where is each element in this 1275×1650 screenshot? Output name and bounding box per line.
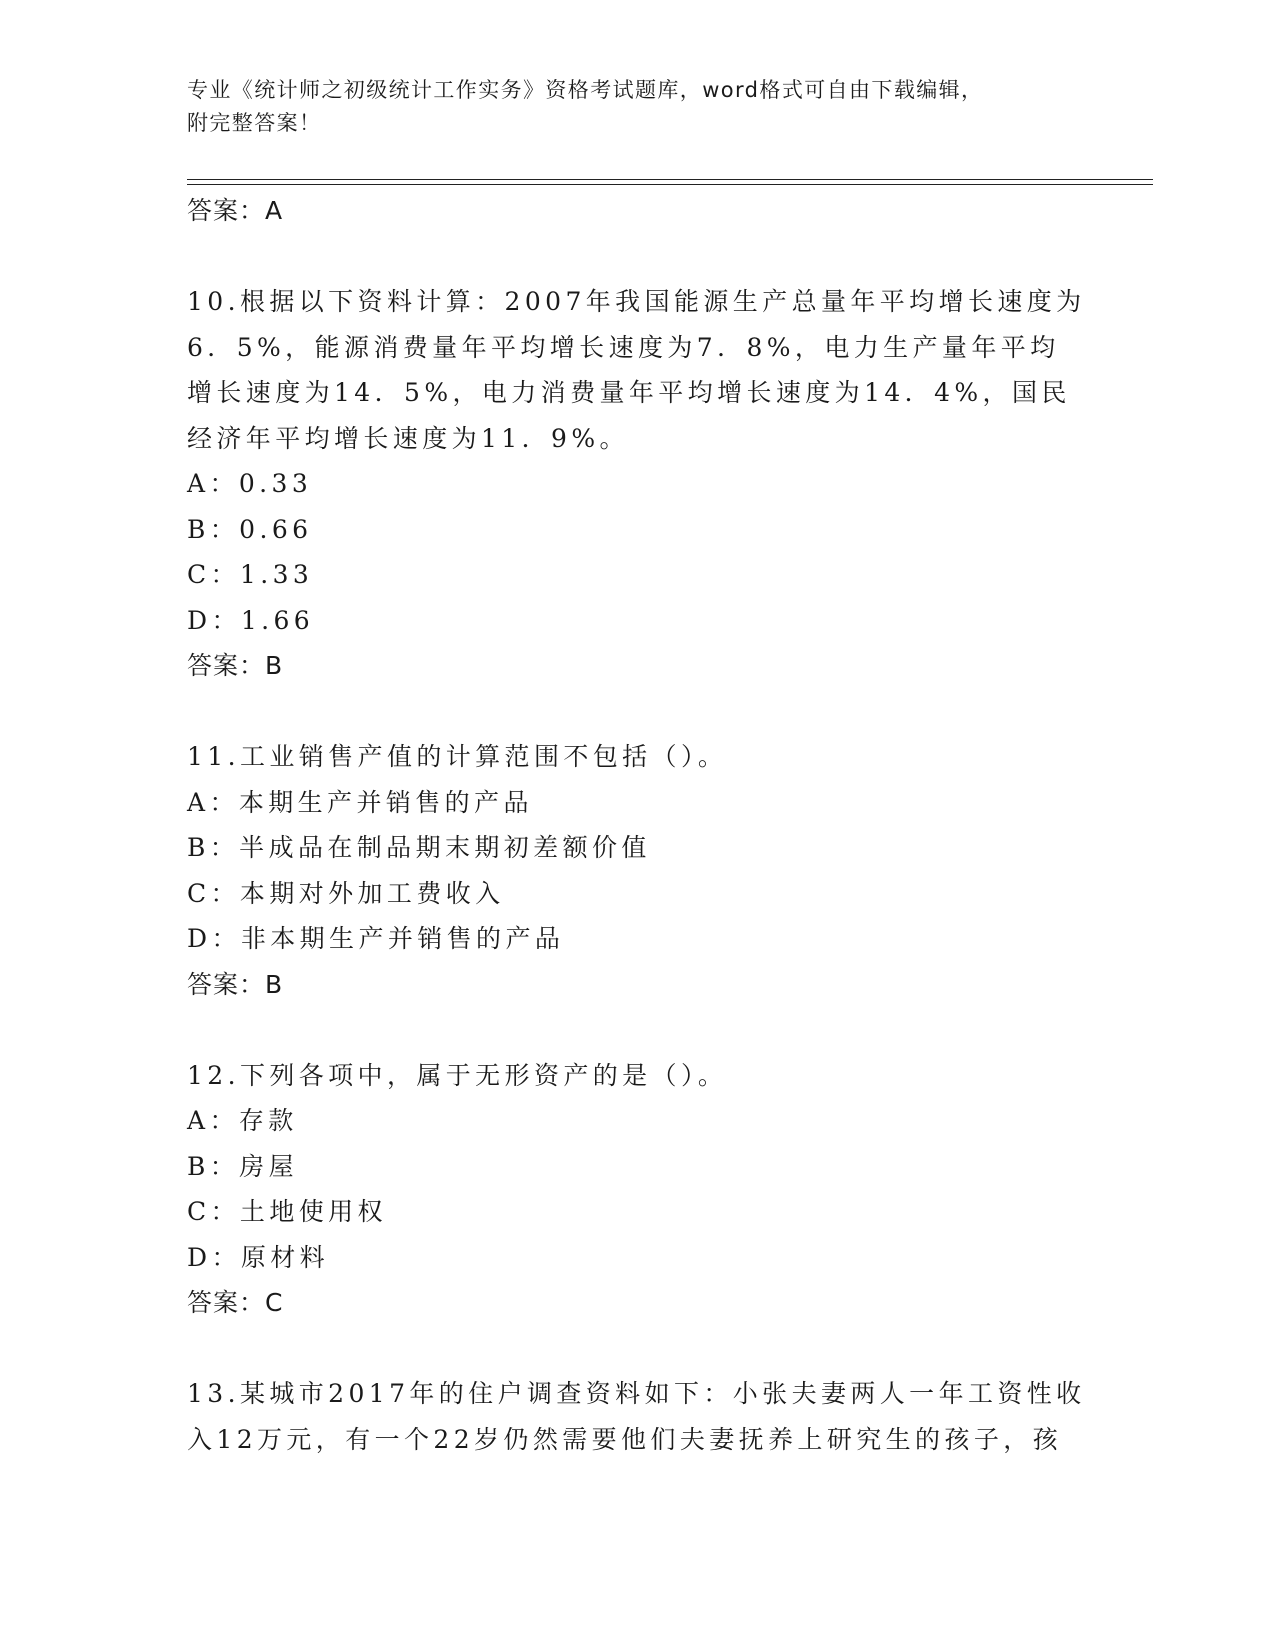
answer-line: 答案：C — [187, 1288, 284, 1317]
option-b: B：0.66 — [187, 514, 313, 544]
answer-line: 答案：A — [187, 196, 284, 225]
option-a: A：本期生产并销售的产品 — [187, 787, 533, 817]
header-divider-top — [187, 179, 1153, 180]
option-a: A：存款 — [187, 1106, 298, 1135]
question-11 — [187, 734, 1087, 1008]
option-c: C：本期对外加工费收入 — [187, 878, 505, 908]
header-divider-bottom — [187, 184, 1153, 185]
option-b: B：半成品在制品期末期初差额价值 — [187, 833, 651, 862]
option-c: C：1.33 — [187, 560, 314, 589]
answer-line: 答案：B — [187, 969, 284, 999]
answer-line: 答案：B — [187, 651, 284, 680]
option-c: C：土地使用权 — [187, 1197, 387, 1226]
option-b: B：房屋 — [187, 1151, 298, 1181]
question-text: 12.下列各项中，属于无形资产的是（）。 — [187, 1060, 728, 1090]
question-text: 13.某城市2017年的住户调查资料如下：小张夫妻两人一年工资性收入12万元，有一个22岁仍然需要他们夫妻抚养上研究生的孩子，孩 — [187, 1379, 1086, 1454]
option-a: A：0.33 — [187, 469, 313, 498]
document-header — [187, 74, 1087, 140]
question-text: 10.根据以下资料计算：2007年我国能源生产总量年平均增长速度为6．5%，能源消费量年平均增长速度为7．8%，电力生产量年平均增长速度为14．5%，电力消费量年平均增长速度为14．4%，国民经济年平均增长速度为11．9%。 — [187, 287, 1086, 453]
question-10 — [187, 279, 1087, 689]
header-line-2: 附完整答案！ — [187, 111, 322, 135]
document-body — [187, 188, 1087, 1462]
option-d: D：1.66 — [187, 605, 315, 635]
question-12 — [187, 1053, 1087, 1327]
header-line-1: 专业《统计师之初级统计工作实务》资格考试题库，word格式可自由下载编辑， — [187, 78, 984, 102]
question-13 — [187, 1371, 1087, 1462]
option-d: D：非本期生产并销售的产品 — [187, 924, 565, 953]
question-text: 11.工业销售产值的计算范围不包括（）。 — [187, 742, 728, 771]
option-d: D：原材料 — [187, 1242, 330, 1272]
